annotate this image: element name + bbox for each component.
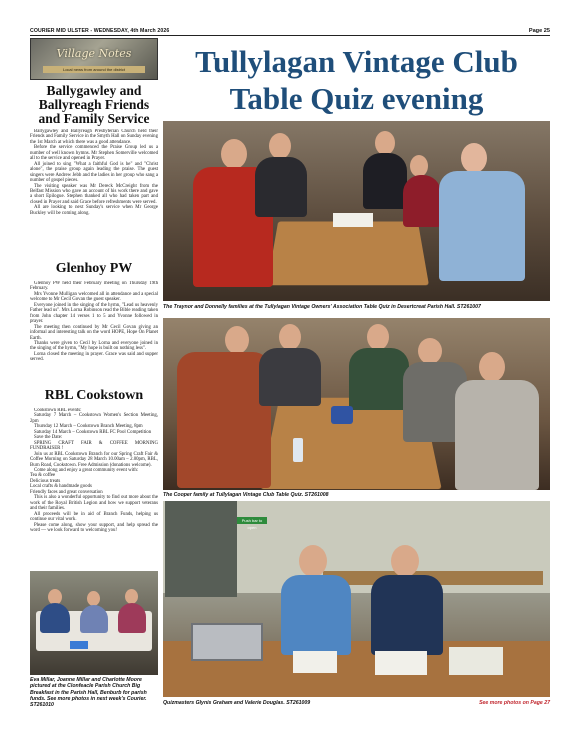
- paragraph: SPRING CRAFT FAIR & COFFEE MORNING FUNDRAISER !: [30, 440, 158, 452]
- person-body: [349, 348, 409, 410]
- water-bottle: [293, 438, 303, 462]
- photo-caption-2: The Cooper family at Tullylagan Vintage Club Table Quiz. ST261008: [163, 492, 329, 498]
- article-body-ballygawley: [30, 129, 158, 255]
- feature-headline-line2: Table Quiz evening: [229, 81, 484, 116]
- paragraph: Thursday 12 March – Cookstown Branch Meeting, 8pm: [34, 424, 143, 430]
- person-body: [403, 175, 441, 227]
- person-head: [410, 155, 428, 177]
- quizmasters-photo: [163, 501, 550, 697]
- paragraph: All are looking to next Sunday's service when Mr George Buckley will be coming along.: [30, 205, 158, 216]
- article-body-glenhoy: [30, 281, 158, 385]
- photo-caption-3: Quizmasters Glynis Graham and Valerie Douglas. ST261009: [163, 700, 311, 706]
- article-heading-glenhoy: Glenhoy PW: [55, 261, 133, 276]
- paragraph: Mrs Yvonne Mulligan welcomed all in attendance and a special welcome to Mr Cecil Govan the guest speaker.: [30, 291, 158, 303]
- paragraph: Saturday 7 March – Cookstown Women's Section Meeting, 2pm: [30, 413, 158, 424]
- photo-caption-1: The Traynor and Donnelly families at the Tullylagan Vintage Owners' Association Table Quiz in Desertcreat Parish Hall. ST261007: [163, 304, 481, 310]
- person-head: [125, 589, 138, 604]
- paragraph: Saturday 14 March – Cookstown RBL FC Pool Competition: [34, 429, 152, 435]
- person-head: [391, 545, 419, 577]
- quiz-paper: [375, 651, 427, 675]
- article-heading-rbl: RBL Cookstown: [44, 388, 144, 403]
- paragraph: Glenhoy PW held their February meeting on Thursday 19th February.: [30, 281, 158, 292]
- person-head: [87, 591, 100, 606]
- person-body: [177, 352, 271, 488]
- breakfast-photo: [30, 571, 158, 675]
- person-head: [418, 338, 442, 364]
- paragraph: Come along and enjoy a great community event with:: [34, 467, 139, 473]
- village-notes-logo: [30, 38, 158, 80]
- page-number: Page 25: [528, 28, 550, 34]
- paragraph: The visiting speaker was Mr Dereck McCreight from the Belfast Mission who gave an account of his work there and gave a short Epilogue. Stephen thanked all who had taken part and closed in Prayer and said Grace before refreshments were served.: [30, 183, 158, 205]
- person-body: [259, 348, 321, 406]
- door-shape: [165, 501, 237, 597]
- quiz-paper: [333, 213, 373, 227]
- quiz-paper: [293, 651, 337, 673]
- person-head: [479, 352, 505, 382]
- paragraph: Join us at RBL Cookstown Branch for our Spring Craft Fair & Coffee Morning on Saturday 28 March 10.00am – 2.00pm, RBL, Burn Road, Cookstown. Free Admission (donations welcome).: [30, 451, 158, 468]
- person-body: [40, 603, 70, 633]
- person-head: [299, 545, 327, 577]
- feature-headline-line1: Tullylagan Vintage Club: [195, 44, 518, 79]
- laptop: [191, 623, 263, 661]
- paragraph: The meeting then continued by Mr Cecil Govan giving an informal and interesting talk on the word HOPE, Hope On Planet Earth.: [30, 324, 158, 341]
- logo-subtitle: Local news from around the district: [43, 66, 145, 73]
- paragraph: Cookstown RBL events:: [34, 408, 82, 413]
- paragraph: This is also a wonderful opportunity to find out more about the work of the Royal British Legion and how we support veterans and their families.: [30, 495, 158, 512]
- person-head: [225, 326, 249, 354]
- photo-caption-left: Eva Millar, Joanne Millar and Charlotte Moore pictured at the Clonfeacle Parish Church Big Breakfast in the Parish Hall, Benburb for parish funds. See more photos in next week's Courier. ST261010: [30, 677, 147, 709]
- snack-bag: [331, 406, 353, 424]
- plate-shape: [70, 641, 88, 649]
- table-shape: [267, 221, 429, 285]
- masthead: COURIER MID ULSTER - WEDNESDAY, 4th March 2026: [30, 28, 170, 34]
- list-item: Tea & coffee: [30, 473, 56, 479]
- person-head: [375, 131, 395, 155]
- paragraph: Ballygawley and Ballyreagh Presbyterian Church held their Friends and Family Service in the Smyth Hall on Sunday evening the 1st March at which there was a good attendance.: [30, 129, 158, 145]
- person-head: [279, 324, 301, 350]
- paragraph: Thanks were given to Cecil by Lorna and everyone joined in the singing of the hymn, "My hope is built on nothing less".: [30, 340, 158, 352]
- person-head: [367, 324, 389, 350]
- list-item: Friendly faces and great conversation: [30, 489, 103, 495]
- see-more-link[interactable]: See more photos on Page 27: [479, 700, 550, 706]
- person-body: [281, 575, 351, 655]
- paragraph: All proceeds will be in aid of Branch Funds, helping us continue our vital work.: [30, 511, 158, 523]
- door-sign: Push bar to open: [237, 517, 267, 524]
- person-body: [118, 603, 146, 633]
- person-head: [461, 143, 487, 173]
- person-head: [221, 139, 247, 169]
- list-item: Delicious treats: [30, 478, 61, 484]
- person-body: [455, 380, 539, 490]
- person-body: [363, 153, 407, 209]
- paragraph: Everyone joined in the singing of the hymn, "Lead us heavenly Father lead us". Mrs Lorna Robinson read the Bible reading taken from John chapter 14 verses 1 to 5 and Yvonne followed in prayer.: [30, 302, 158, 325]
- cooper-family-photo: [163, 318, 550, 490]
- paragraph: Before the service commenced the Praise Group led us a number of well known hymns. Mr Stephen Somerville welcomed all to the service and opened in Prayer.: [30, 145, 158, 162]
- list-item: Local crafts & handmade goods: [30, 484, 92, 490]
- person-body: [439, 171, 525, 281]
- article-heading-ballygawley: Ballygawley and Ballyreagh Friends and Family Service: [38, 83, 150, 126]
- paragraph: Lorna closed the meeting in prayer. Grace was said and supper served.: [30, 351, 158, 363]
- person-head: [269, 133, 291, 159]
- article-body-rbl: [30, 408, 158, 568]
- paragraph: Please come along, show your support, and help spread the word — we look forward to welcoming you!: [30, 522, 158, 533]
- header-rule: [30, 35, 550, 36]
- paragraph: Save the Date:: [34, 435, 63, 441]
- paragraph: All joined to sing "What a faithful God is he" and "Christ alone", the praise group again leading the praise. The guest singers were Andrew Jebb and the ladies in her group who sang a number of gospel pieces.: [30, 161, 158, 184]
- person-body: [371, 575, 443, 655]
- folder: [449, 647, 503, 675]
- person-body: [80, 605, 108, 633]
- traynor-donnelly-photo: [163, 121, 550, 301]
- person-body: [255, 157, 307, 217]
- logo-title: Village Notes: [56, 47, 132, 60]
